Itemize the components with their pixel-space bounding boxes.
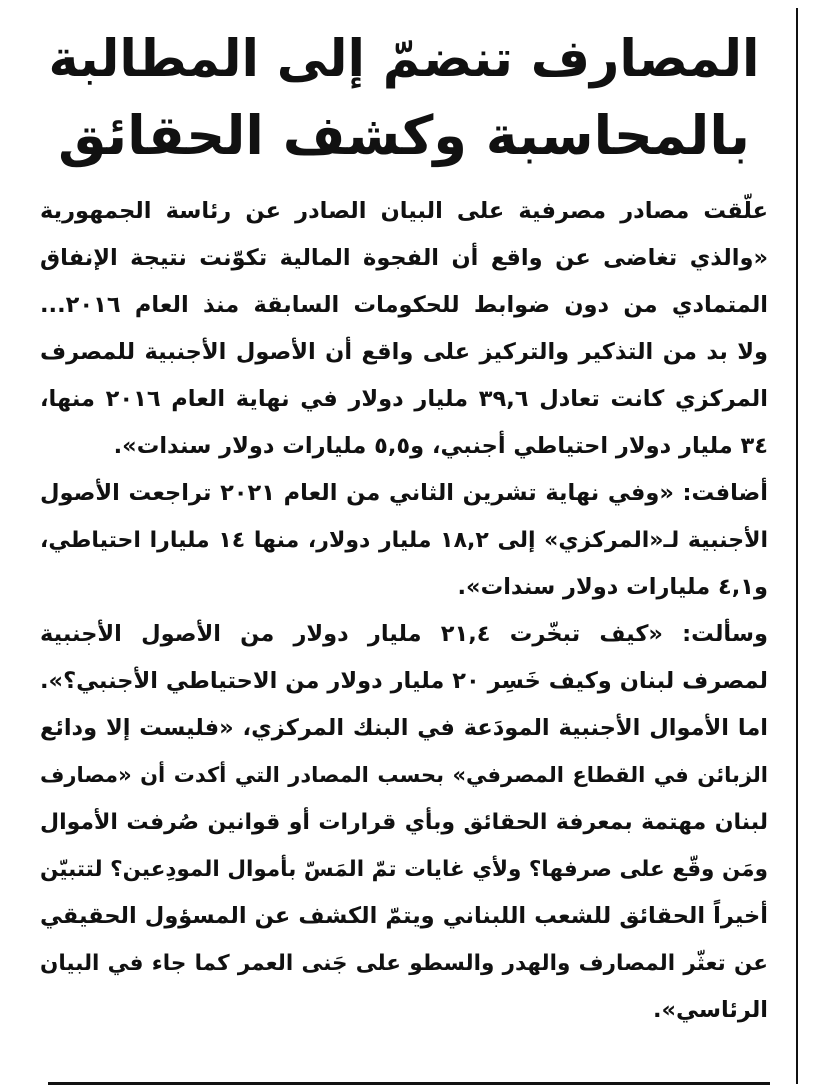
headline-line-1: المصارف تنضمّ إلى المطالبة bbox=[48, 30, 760, 89]
column-divider-rule bbox=[796, 8, 798, 1084]
body-line: ٣٤ مليار دولار احتياطي أجنبي، و٥,٥ مليارات دولار سندات». bbox=[113, 433, 768, 459]
body-line: أخيراً الحقائق للشعب اللبناني ويتمّ الكشف عن المسؤول الحقيقي bbox=[40, 903, 768, 929]
paragraph-2 bbox=[40, 470, 768, 611]
bottom-rule bbox=[48, 1082, 770, 1085]
body-line: و٤,١ مليارات دولار سندات». bbox=[457, 574, 768, 600]
body-line: لمصرف لبنان وكيف خَسِر ٢٠ مليار دولار من الاحتياطي الأجنبي؟». bbox=[40, 668, 768, 694]
article-body bbox=[40, 188, 768, 1034]
body-line: الزبائن في القطاع المصرفي» بحسب المصادر التي أكدت أن «مصارف bbox=[40, 763, 768, 787]
paragraph-3 bbox=[40, 611, 768, 1034]
body-line: لبنان مهتمة بمعرفة الحقائق وبأي قرارات أو قوانين صُرفت الأموال bbox=[40, 810, 768, 835]
headline bbox=[40, 22, 768, 174]
body-line: الأجنبية لـ«المركزي» إلى ١٨,٢ مليار دولار، منها ١٤ مليارا احتياطي، bbox=[40, 528, 768, 553]
body-line: الرئاسي». bbox=[652, 997, 768, 1023]
body-line: ولا بد من التذكير والتركيز على واقع أن الأصول الأجنبية للمصرف bbox=[40, 339, 768, 365]
body-line: وسألت: «كيف تبخّرت ٢١,٤ مليار دولار من الأصول الأجنبية bbox=[40, 621, 768, 647]
body-line: اما الأموال الأجنبية المودَعة في البنك المركزي، «فليست إلا ودائع bbox=[40, 715, 768, 741]
body-line: «والذي تغاضى عن واقع أن الفجوة المالية تكوّنت نتيجة الإنفاق bbox=[40, 245, 768, 271]
body-line: أضافت: «وفي نهاية تشرين الثاني من العام ٢٠٢١ تراجعت الأصول bbox=[40, 480, 768, 506]
headline-line-2: بالمحاسبة وكشف الحقائق bbox=[58, 104, 750, 167]
body-line: ومَن وقّع على صرفها؟ ولأي غايات تمّ المَسّ بأموال المودِعين؟ لتتبيّن bbox=[40, 857, 768, 882]
body-line: عن تعثّر المصارف والهدر والسطو على جَنى العمر كما جاء في البيان bbox=[40, 951, 768, 976]
article bbox=[40, 22, 768, 1034]
body-line: المتمادي من دون ضوابط للحكومات السابقة منذ العام ٢٠١٦... bbox=[40, 292, 768, 318]
body-line: المركزي كانت تعادل ٣٩,٦ مليار دولار في نهاية العام ٢٠١٦ منها، bbox=[40, 386, 768, 412]
paragraph-1 bbox=[40, 188, 768, 470]
body-line: علّقت مصادر مصرفية على البيان الصادر عن رئاسة الجمهورية bbox=[40, 198, 768, 224]
